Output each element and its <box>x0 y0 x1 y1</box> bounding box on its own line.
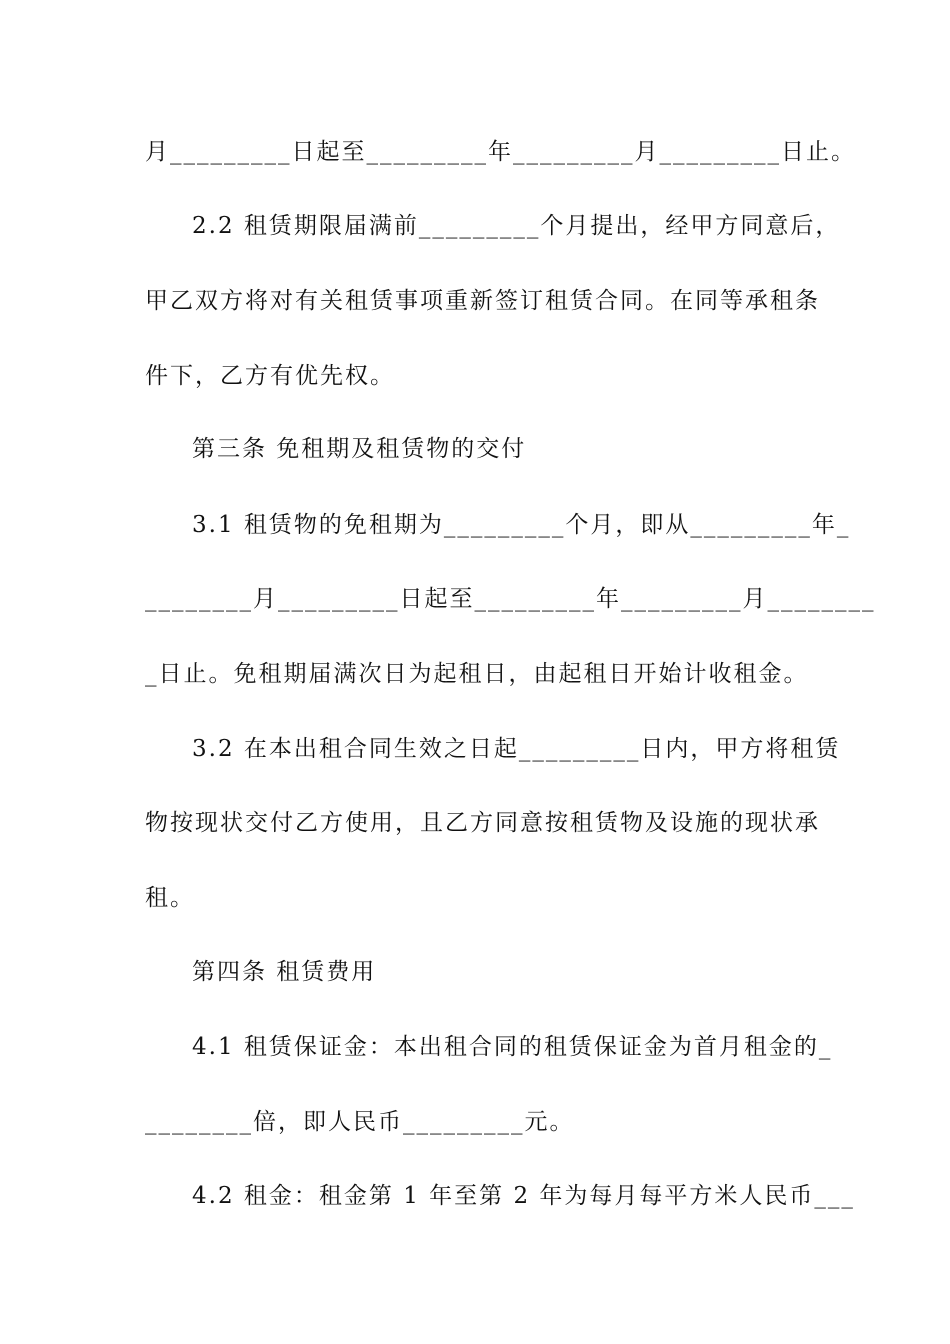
clause-2-2: 2.2 租赁期限届满前_________个月提出，经甲方同意后， <box>192 213 841 239</box>
text-line: 月_________日起至_________年_________月_________日止。 <box>145 139 856 165</box>
text-line: 件下，乙方有优先权。 <box>145 363 395 389</box>
clause-3-1: 3.1 租赁物的免租期为_________个月，即从_________年_ <box>192 512 851 538</box>
clause-3-2: 3.2 在本出租合同生效之日起_________日内，甲方将租赁 <box>192 736 841 762</box>
text-line: ________倍，即人民币_________元。 <box>145 1109 575 1135</box>
clause-4-2: 4.2 租金：租金第 1 年至第 2 年为每月每平方米人民币___ <box>192 1183 855 1209</box>
clause-4-1: 4.1 租赁保证金：本出租合同的租赁保证金为首月租金的_ <box>192 1034 833 1060</box>
article-3-heading: 第三条 免租期及租赁物的交付 <box>192 436 527 462</box>
text-line: 物按现状交付乙方使用，且乙方同意按租赁物及设施的现状承 <box>145 810 820 836</box>
text-line: 甲乙双方将对有关租赁事项重新签订租赁合同。在同等承租条 <box>145 288 820 314</box>
text-line: 租。 <box>145 885 195 911</box>
text-line: ________月_________日起至_________年_________月________ <box>145 586 876 612</box>
text-line: _日止。免租期届满次日为起租日，由起租日开始计收租金。 <box>145 661 809 687</box>
article-4-heading: 第四条 租赁费用 <box>192 959 377 985</box>
